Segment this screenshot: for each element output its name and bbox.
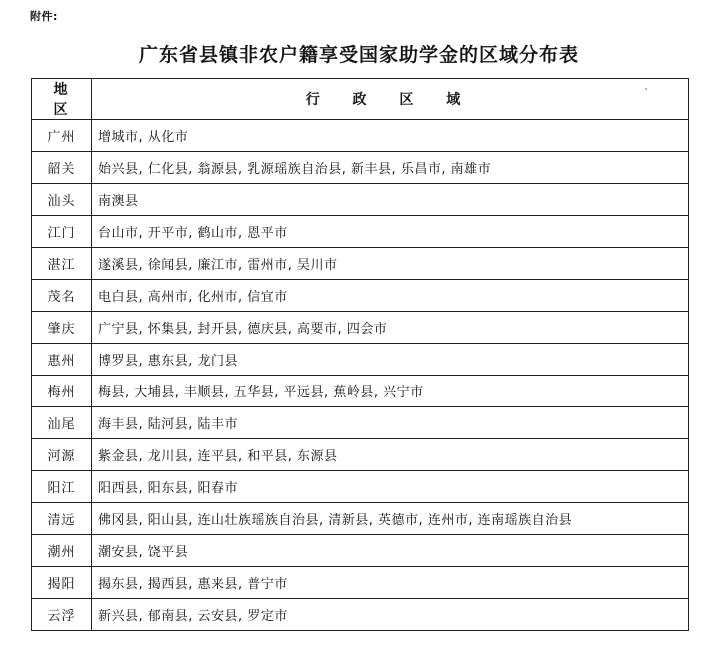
- table-row: [32, 311, 689, 343]
- region-cell: 阳江: [32, 471, 92, 503]
- header-area: 行 政 区 域: [92, 79, 689, 120]
- table-body: [32, 120, 689, 631]
- region-cell: 湛江: [32, 247, 92, 279]
- table-row: [32, 183, 689, 215]
- table-row: [32, 567, 689, 599]
- area-cell: 博罗县, 惠东县, 龙门县: [92, 343, 689, 375]
- table-row: [32, 375, 689, 407]
- area-cell: 佛冈县, 阳山县, 连山壮族瑶族自治县, 清新县, 英德市, 连州市, 连南瑶族自治县: [92, 503, 689, 535]
- region-cell: 惠州: [32, 343, 92, 375]
- table-row: [32, 343, 689, 375]
- table-row: [32, 439, 689, 471]
- area-cell: 紫金县, 龙川县, 连平县, 和平县, 东源县: [92, 439, 689, 471]
- table-row: [32, 215, 689, 247]
- table-row: [32, 535, 689, 567]
- table-row: [32, 279, 689, 311]
- region-cell: 汕尾: [32, 407, 92, 439]
- area-cell: 新兴县, 郁南县, 云安县, 罗定市: [92, 599, 689, 631]
- page-title: 广东省县镇非农户籍享受国家助学金的区域分布表: [138, 44, 579, 66]
- region-cell: 江门: [32, 215, 92, 247]
- attachment-label: 附件:: [30, 10, 58, 23]
- area-cell: 电白县, 高州市, 化州市, 信宜市: [92, 279, 689, 311]
- area-cell: 揭东县, 揭西县, 惠来县, 普宁市: [92, 567, 689, 599]
- region-cell: 广州: [32, 120, 92, 152]
- area-cell: 广宁县, 怀集县, 封开县, 德庆县, 高要市, 四会市: [92, 311, 689, 343]
- area-cell: 始兴县, 仁化县, 翁源县, 乳源瑶族自治县, 新丰县, 乐昌市, 南雄市: [92, 151, 689, 183]
- table-row: [32, 503, 689, 535]
- table-row: [32, 120, 689, 152]
- area-cell: 增城市, 从化市: [92, 120, 689, 152]
- area-cell: 台山市, 开平市, 鹤山市, 恩平市: [92, 215, 689, 247]
- region-cell: 河源: [32, 439, 92, 471]
- header-region: 地 区: [32, 79, 92, 120]
- region-cell: 云浮: [32, 599, 92, 631]
- region-cell: 茂名: [32, 279, 92, 311]
- region-cell: 肇庆: [32, 311, 92, 343]
- table-row: [32, 151, 689, 183]
- table-row: [32, 407, 689, 439]
- region-cell: 清远: [32, 503, 92, 535]
- table-row: [32, 599, 689, 631]
- region-cell: 韶关: [32, 151, 92, 183]
- region-table: [31, 78, 689, 631]
- area-cell: 梅县, 大埔县, 丰顺县, 五华县, 平远县, 蕉岭县, 兴宁市: [92, 375, 689, 407]
- area-cell: 遂溪县, 徐闻县, 廉江市, 雷州市, 吴川市: [92, 247, 689, 279]
- area-cell: 海丰县, 陆河县, 陆丰市: [92, 407, 689, 439]
- region-cell: 梅州: [32, 375, 92, 407]
- area-cell: 阳西县, 阳东县, 阳春市: [92, 471, 689, 503]
- region-cell: 汕头: [32, 183, 92, 215]
- table-header-row: [32, 79, 689, 120]
- table-row: [32, 247, 689, 279]
- area-cell: 南澳县: [92, 183, 689, 215]
- region-cell: 潮州: [32, 535, 92, 567]
- table-row: [32, 471, 689, 503]
- region-cell: 揭阳: [32, 567, 92, 599]
- area-cell: 潮安县, 饶平县: [92, 535, 689, 567]
